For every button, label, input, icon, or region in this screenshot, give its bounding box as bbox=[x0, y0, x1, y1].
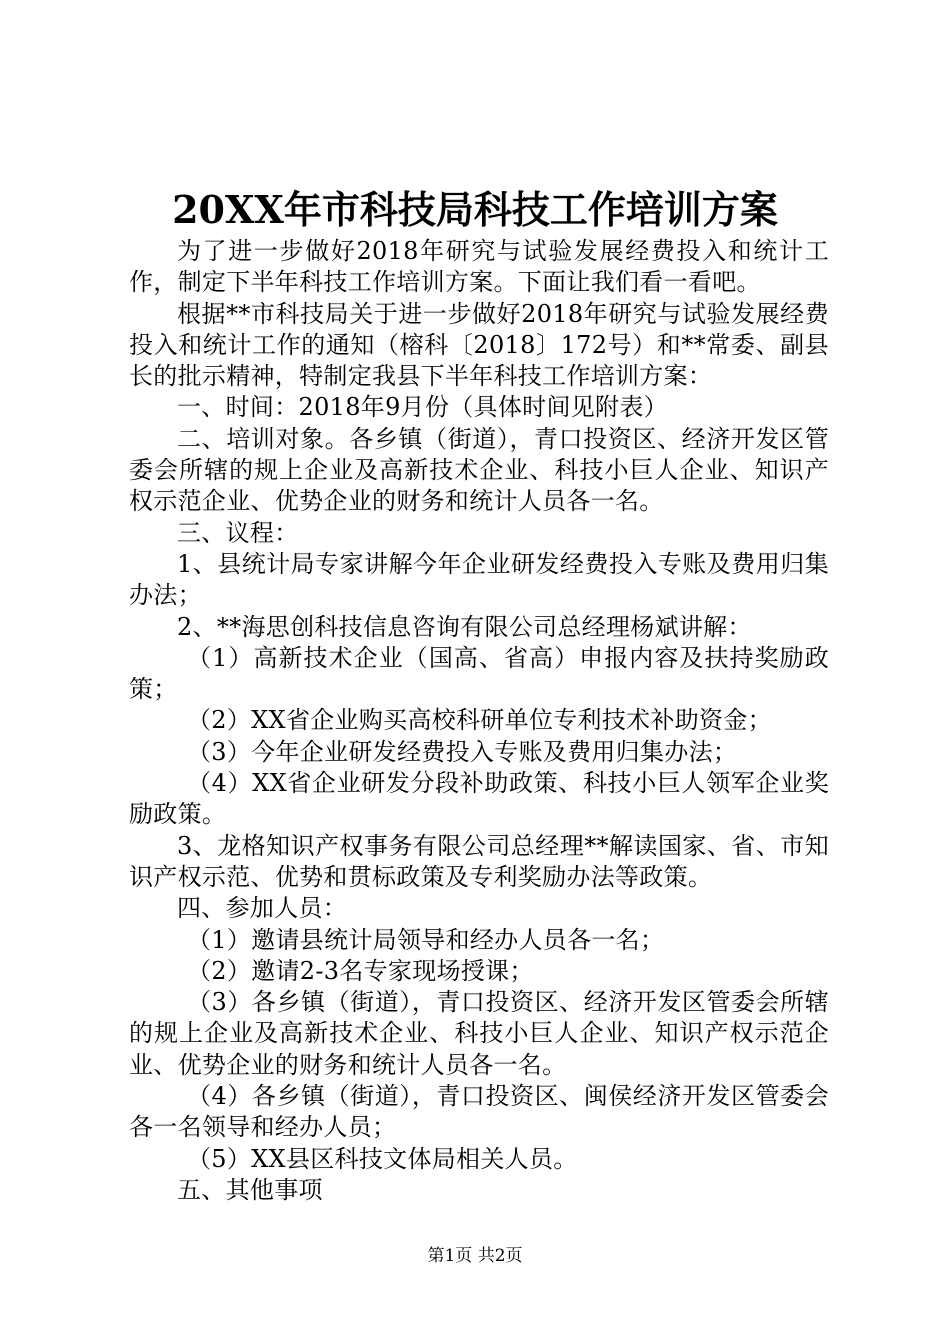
agenda-subitem-2: （2）XX省企业购买高校科研单位专利技术补助资金； bbox=[187, 706, 772, 735]
participant-item-4: （4）各乡镇（街道），青口投资区、闽侯经济开发区管委会各一名领导和经办人员； bbox=[129, 1082, 829, 1142]
paragraph-intro: 为了进一步做好2018年研究与试验发展经费投入和统计工作，制定下半年科技工作培训方案。下面让我们看一看吧。 bbox=[129, 237, 829, 297]
agenda-subitem-4: （4）XX省企业研发分段补助政策、科技小巨人领军企业奖励政策。 bbox=[129, 769, 829, 829]
section-trainees: 二、培训对象。各乡镇（街道），青口投资区、经济开发区管委会所辖的规上企业及高新技术企业、科技小巨人企业、知识产权示范企业、优势企业的财务和统计人员各一名。 bbox=[129, 424, 829, 516]
agenda-subitem-1: （1）高新技术企业（国高、省高）申报内容及扶持奖励政策； bbox=[129, 643, 829, 704]
section-agenda-heading: 三、议程： bbox=[177, 518, 299, 547]
page-number-footer: 第1页 共2页 bbox=[427, 1246, 523, 1266]
document-body bbox=[129, 236, 829, 1206]
section-other-heading: 五、其他事项 bbox=[177, 1175, 323, 1204]
agenda-item-1: 1、县统计局专家讲解今年企业研发经费投入专账及费用归集办法； bbox=[129, 549, 829, 610]
section-participants-heading: 四、参加人员： bbox=[177, 894, 348, 923]
agenda-item-2: 2、**海思创科技信息咨询有限公司总经理杨斌讲解： bbox=[177, 612, 752, 641]
participant-item-2: （2）邀请2-3名专家现场授课； bbox=[187, 956, 534, 985]
participant-item-3: （3）各乡镇（街道），青口投资区、经济开发区管委会所辖的规上企业及高新技术企业、科技小巨人企业、知识产权示范企业、优势企业的财务和统计人员各一名。 bbox=[129, 988, 829, 1079]
agenda-subitem-3: （3）今年企业研发经费投入专账及费用归集办法； bbox=[187, 737, 738, 766]
document-title: 20XX年市科技局科技工作培训方案 bbox=[172, 187, 778, 232]
paragraph-basis: 根据**市科技局关于进一步做好2018年研究与试验发展经费投入和统计工作的通知（榕科〔2018〕172号）和**常委、副县长的批示精神，特制定我县下半年科技工作培训方案： bbox=[129, 299, 829, 391]
participant-item-5: （5）XX县区科技文体局相关人员。 bbox=[187, 1144, 578, 1173]
section-time: 一、时间：2018年9月份（具体时间见附表） bbox=[177, 393, 668, 422]
participant-item-1: （1）邀请县统计局领导和经办人员各一名； bbox=[187, 925, 665, 954]
agenda-item-3: 3、龙格知识产权事务有限公司总经理**解读国家、省、市知识产权示范、优势和贯标政策及专利奖励办法等政策。 bbox=[129, 831, 829, 891]
